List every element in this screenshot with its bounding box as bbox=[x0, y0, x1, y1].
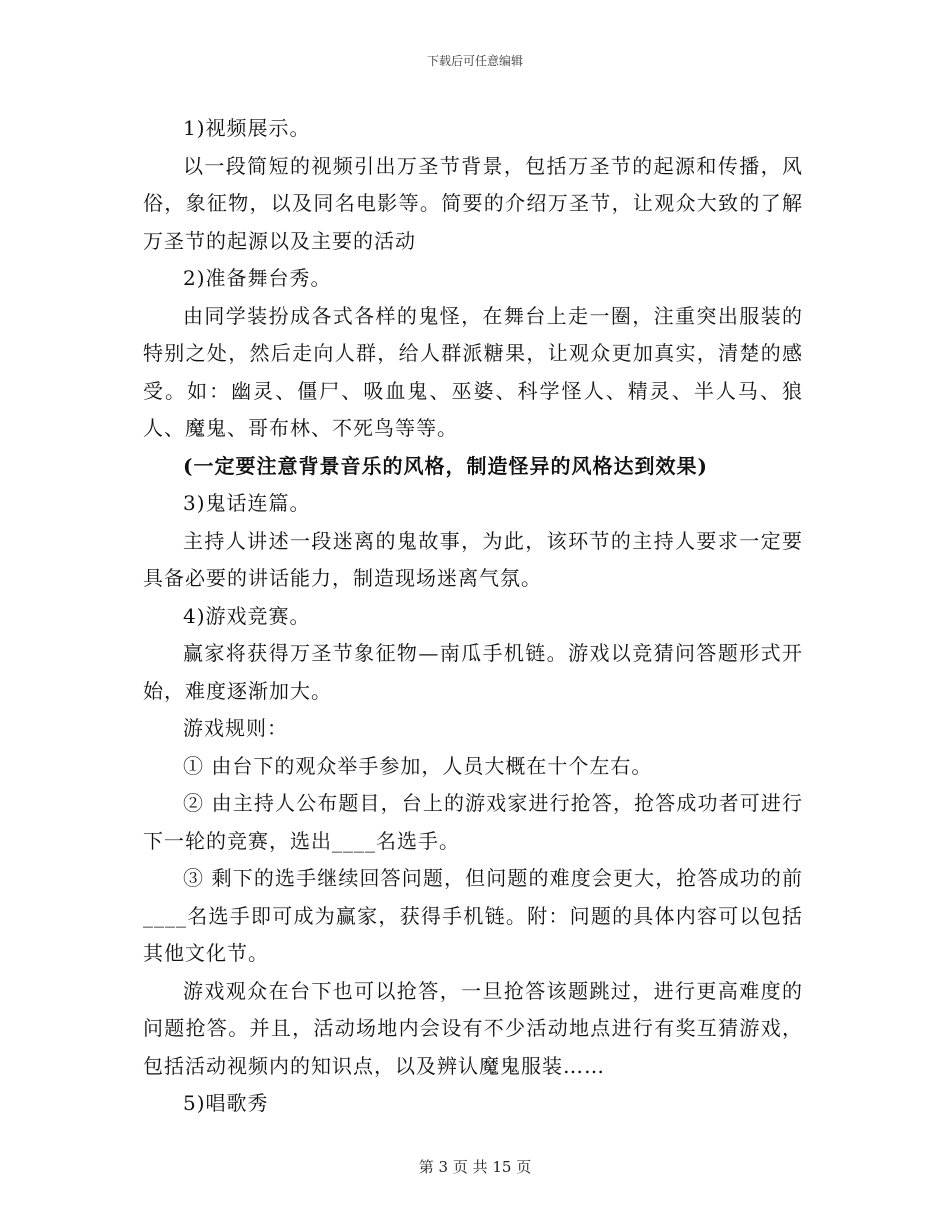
page-footer: 第 3 页 共 15 页 bbox=[418, 1158, 532, 1176]
page-header: 下载后可任意编辑 bbox=[426, 54, 523, 68]
section-heading-stage-show: 2)准备舞台秀。 bbox=[183, 266, 332, 290]
section-heading-game: 4)游戏竞赛。 bbox=[183, 603, 311, 628]
paragraph-video-intro: 以一段简短的视频引出万圣节背景，包括万圣节的起源和传播，风俗，象征物，以及同名电影等。简要的介绍万圣节，让观众大致的了解万圣节的起源以及主要的活动 bbox=[143, 153, 803, 253]
paragraph-stage-show: 由同学装扮成各式各样的鬼怪，在舞台上走一圈，注重突出服装的特别之处，然后走向人群，给人群派糖果，让观众更加真实，清楚的感受。如：幽灵、僵尸、吸血鬼、巫婆、科学怪人、精灵、半人马、狼人、魔鬼、哥布林、不死鸟等等。 bbox=[143, 303, 803, 440]
game-rule-3: ③ 剩下的选手继续回答问题，但问题的难度会更大，抢答成功的前____名选手即可成为赢家，获得手机链。附：问题的具体内容可以包括其他文化节。 bbox=[143, 866, 803, 965]
paragraph-game-prize: 赢家将获得万圣节象征物—南瓜手机链。游戏以竞猜问答题形式开始，难度逐渐加大。 bbox=[143, 641, 803, 703]
section-heading-video: 1)视频展示。 bbox=[183, 116, 311, 140]
section-heading-singing: 5)唱歌秀 bbox=[183, 1091, 269, 1115]
section-heading-ghost-stories: 3)鬼话连篇。 bbox=[183, 491, 311, 515]
game-rules-label: 游戏规则： bbox=[183, 716, 288, 740]
note-background-music: (一定要注意背景音乐的风格，制造怪异的风格达到效果) bbox=[183, 453, 708, 478]
game-rule-1: ① 由台下的观众举手参加，人员大概在十个左右。 bbox=[183, 753, 653, 778]
paragraph-ghost-stories: 主持人讲述一段迷离的鬼故事，为此，该环节的主持人要求一定要具备必要的讲话能力，制造现场迷离气氛。 bbox=[143, 528, 803, 590]
document-body bbox=[143, 110, 803, 1123]
paragraph-audience-answer: 游戏观众在台下也可以抢答，一旦抢答该题跳过，进行更高难度的问题抢答。并且，活动场地内会设有不少活动地点进行有奖互猜游戏，包括活动视频内的知识点，以及辨认魔鬼服装…… bbox=[143, 978, 803, 1078]
game-rule-2: ② 由主持人公布题目，台上的游戏家进行抢答，抢答成功者可进行下一轮的竞赛，选出____名选手。 bbox=[143, 791, 803, 853]
